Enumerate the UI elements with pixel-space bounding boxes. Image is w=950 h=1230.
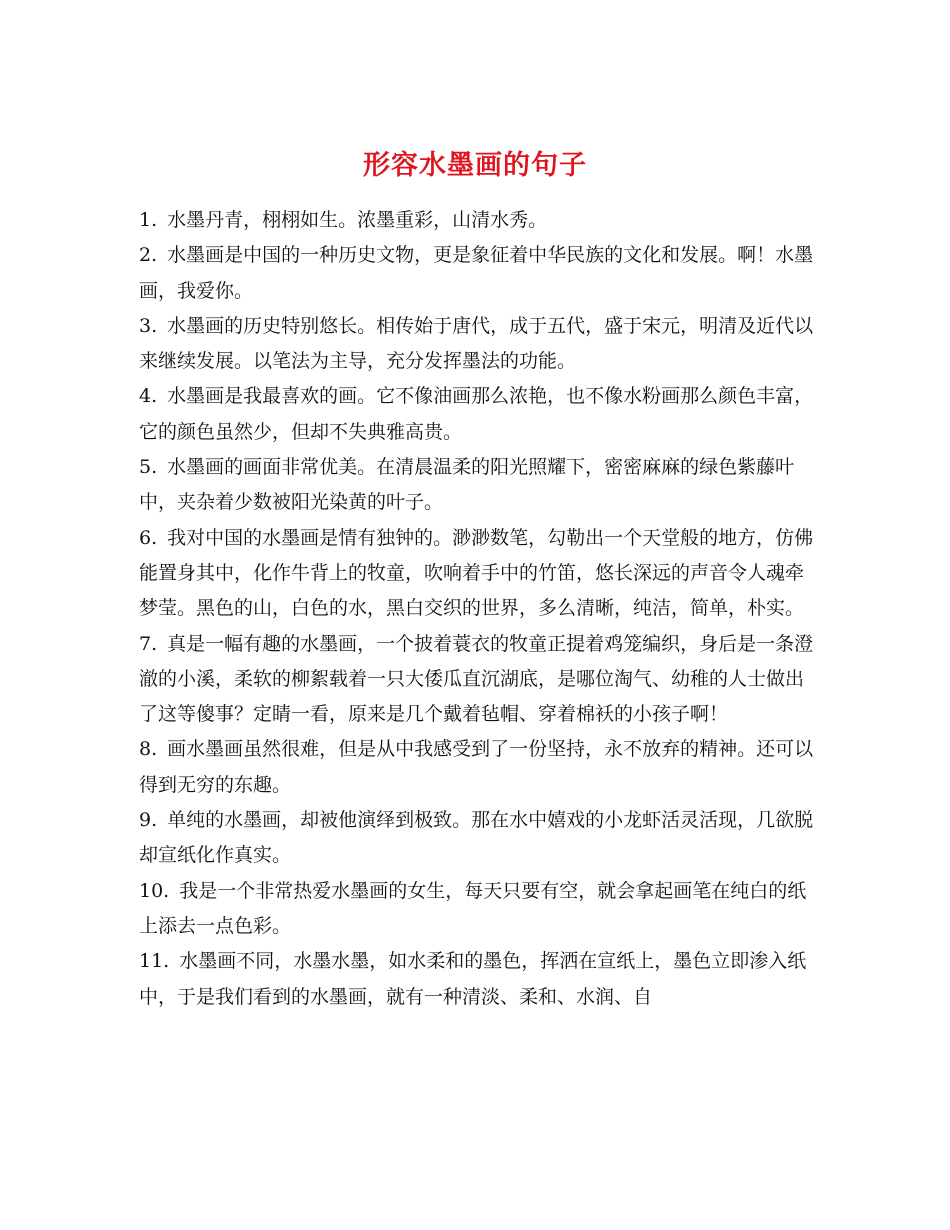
item-number: 9. xyxy=(139,809,158,832)
item-number: 5. xyxy=(139,456,158,479)
item-number: 2. xyxy=(139,244,158,267)
list-item xyxy=(139,732,819,803)
item-text: 真是一幅有趣的水墨画，一个披着蓑衣的牧童正提着鸡笼编织，身后是一条澄澈的小溪，柔软的柳絮载着一只大倭瓜直沉湖底，是哪位淘气、幼稚的人士做出了这等傻事？定睛一看，原来是几个戴着毡帽、穿着棉袄的小孩子啊！ xyxy=(139,632,814,726)
item-text: 水墨画的画面非常优美。在清晨温柔的阳光照耀下，密密麻麻的绿色紫藤叶中，夹杂着少数被阳光染黄的叶子。 xyxy=(139,456,795,514)
item-number: 7. xyxy=(139,632,158,655)
list-item xyxy=(139,803,819,874)
list-item xyxy=(139,309,819,380)
page-title: 形容水墨画的句子 xyxy=(363,150,587,182)
item-text: 单纯的水墨画，却被他演绎到极致。那在水中嬉戏的小龙虾活灵活现，几欲脱却宣纸化作真实。 xyxy=(139,809,814,867)
list-item xyxy=(139,944,819,1015)
item-text: 我对中国的水墨画是情有独钟的。渺渺数笔，勾勒出一个天堂般的地方，仿佛能置身其中，化作牛背上的牧童，吹响着手中的竹笛，悠长深远的声音令人魂牵梦莹。黑色的山，白色的水，黑白交织的世界，多么清晰，纯洁，简单，朴实。 xyxy=(139,526,814,620)
list-item xyxy=(139,450,819,521)
item-number: 6. xyxy=(139,526,158,549)
item-text: 我是一个非常热爱水墨画的女生，每天只要有空，就会拿起画笔在纯白的纸上添去一点色彩。 xyxy=(139,879,807,937)
item-text: 水墨画的历史特别悠长。相传始于唐代，成于五代，盛于宋元，明清及近代以来继续发展。以笔法为主导，充分发挥墨法的功能。 xyxy=(139,314,814,373)
list-item xyxy=(139,874,819,945)
item-number: 1. xyxy=(139,209,158,231)
list-item xyxy=(139,627,819,733)
item-number: 3. xyxy=(139,314,158,337)
list-item xyxy=(139,521,819,627)
list-item xyxy=(139,238,819,309)
sentence-list xyxy=(139,203,819,1015)
item-text: 水墨画是我最喜欢的画。它不像油画那么浓艳，也不像水粉画那么颜色丰富，它的颜色虽然少，但却不失典雅高贵。 xyxy=(139,385,814,443)
item-text: 水墨丹青，栩栩如生。浓墨重彩，山清水秀。 xyxy=(167,209,548,231)
item-text: 水墨画是中国的一种历史文物，更是象征着中华民族的文化和发展。啊！水墨画，我爱你。 xyxy=(139,244,814,302)
list-item xyxy=(139,203,819,238)
item-number: 4. xyxy=(139,385,158,408)
item-number: 11. xyxy=(139,950,170,973)
item-text: 水墨画不同，水墨水墨，如水柔和的墨色，挥洒在宣纸上，墨色立即渗入纸中，于是我们看到的水墨画，就有一种清淡、柔和、水润、自 xyxy=(139,950,807,1008)
list-item xyxy=(139,379,819,450)
item-number: 10. xyxy=(139,879,170,902)
item-number: 8. xyxy=(139,738,158,761)
item-text: 画水墨画虽然很难，但是从中我感受到了一份坚持，永不放弃的精神。还可以得到无穷的东趣。 xyxy=(139,738,814,796)
